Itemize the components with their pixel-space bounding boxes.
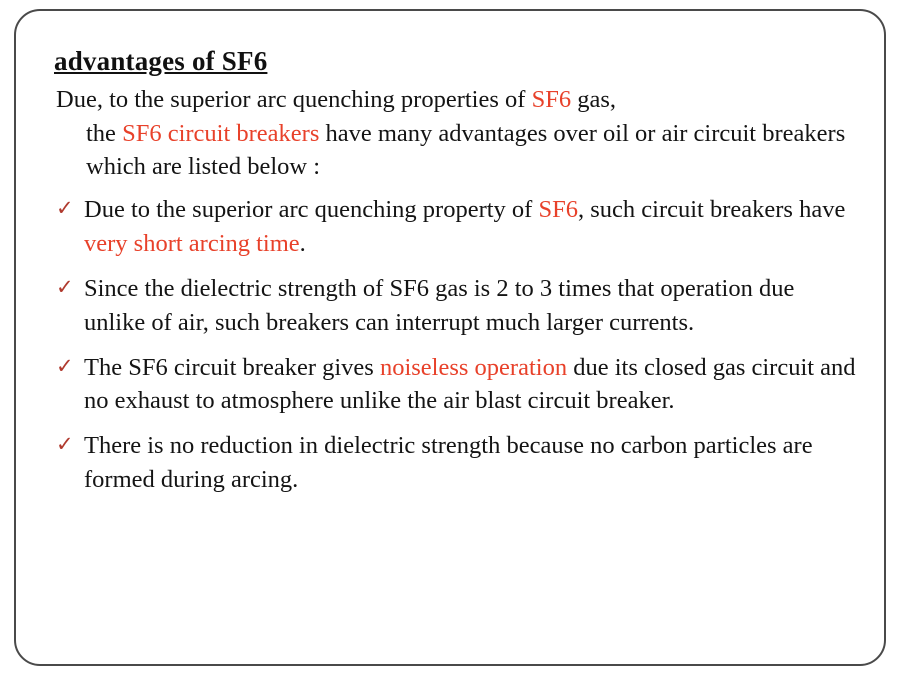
intro-line-3: breakers which are listed below : [86, 119, 846, 181]
page-title: advantages of SF6 [54, 46, 268, 76]
slide-content [54, 45, 860, 508]
bullet-text-part-1: Due to the superior arc quenching property of [84, 196, 539, 224]
bullet-list [54, 193, 860, 496]
bullet-text-part-1: There is no reduction in dielectric strength because no carbon particles are formed during arcing. [84, 432, 813, 493]
bullet-text-part-1: The SF6 circuit breaker gives [84, 353, 380, 381]
checkmark-icon: ✓ [56, 432, 74, 457]
slide-frame [14, 9, 886, 666]
bullet-text-part-2: , such circuit breakers have [577, 196, 846, 224]
intro-text-part-1: Due, to the superior arc quenching properties of [56, 86, 532, 114]
intro-paragraph [54, 83, 860, 183]
bullet-text-part-1: Since the dielectric strength of SF6 gas is 2 to 3 times that operation due unlike of air, such breakers can interrupt much larger currents. [84, 274, 795, 336]
checkmark-icon: ✓ [56, 196, 74, 221]
checkmark-icon: ✓ [56, 274, 74, 299]
bullet-highlight-2: very short arcing time [84, 230, 300, 258]
checkmark-icon: ✓ [56, 353, 74, 378]
intro-highlight-sf6-circuit-breakers: SF6 circuit breakers [122, 119, 320, 147]
bullet-text-part-3: . [299, 230, 306, 258]
bullet-highlight-1: SF6 [538, 196, 578, 224]
intro-line-2 [56, 117, 860, 184]
list-item [54, 429, 860, 497]
intro-text-part-4: have many advantages over oil or air circuit [319, 119, 757, 147]
list-item [54, 351, 860, 419]
intro-text-part-3: the [86, 119, 123, 147]
bullet-text-part-2: due its closed gas circuit and no exhaust to atmosphere unlike the air blast circuit breaker. [84, 353, 856, 415]
intro-text-part-2: gas, [571, 86, 616, 114]
intro-highlight-sf6: SF6 [531, 86, 572, 114]
bullet-highlight-1: noiseless operation [379, 353, 568, 381]
list-item [54, 193, 860, 261]
list-item [54, 272, 860, 340]
